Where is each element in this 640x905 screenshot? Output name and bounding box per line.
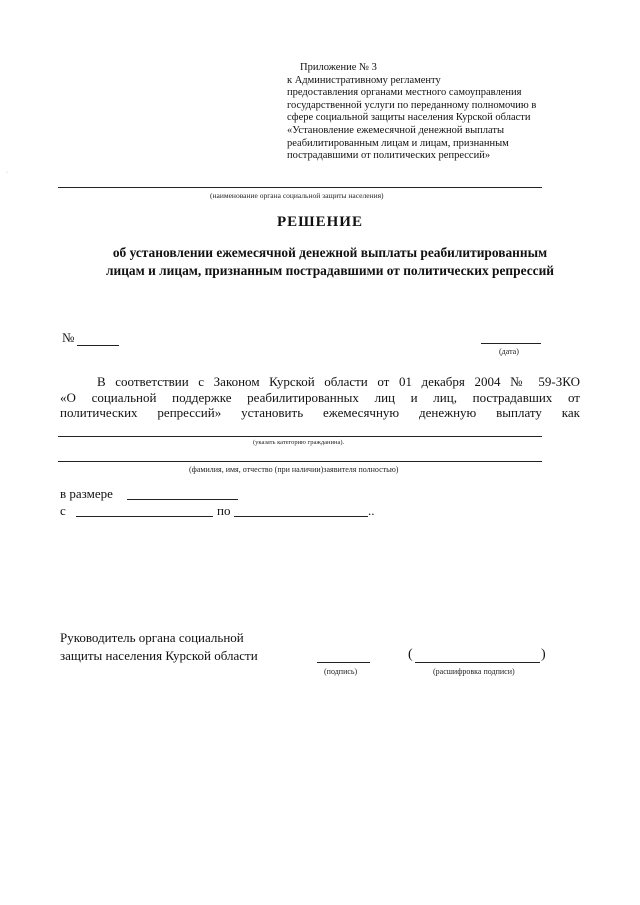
end-date-field[interactable] bbox=[234, 516, 368, 517]
signature-decoding-field[interactable] bbox=[415, 662, 540, 663]
subtitle-line: об установлении ежемесячной денежной выплаты реабилитированным bbox=[112, 245, 548, 260]
date-field[interactable] bbox=[481, 343, 541, 344]
signature-field[interactable] bbox=[317, 662, 370, 663]
decision-body bbox=[60, 374, 580, 421]
number-field[interactable] bbox=[77, 345, 119, 346]
applicant-caption: (фамилия, имя, отчество (при наличии)заявителя полностью) bbox=[189, 465, 399, 474]
appendix-title: Приложение № 3 bbox=[300, 62, 377, 73]
appendix-line: предоставления органами местного самоуправления bbox=[287, 87, 522, 99]
org-name-caption: (наименование органа социальной защиты населения) bbox=[210, 191, 384, 200]
body-line: «О социальной поддержке реабилитированных лиц и лиц, пострадавших от bbox=[60, 389, 580, 405]
amount-label: в размере bbox=[60, 486, 113, 501]
body-line: В соответствии с Законом Курской области от 01 декабря 2004 № 59-ЗКО bbox=[97, 374, 580, 389]
to-label: по bbox=[217, 503, 231, 518]
appendix-line: сфере социальной защиты населения Курской области bbox=[287, 112, 531, 124]
period-end-mark: .. bbox=[368, 503, 375, 518]
appendix-line: к Административному регламенту bbox=[287, 74, 441, 86]
amount-field[interactable] bbox=[127, 499, 238, 500]
category-caption: (указать категорию гражданина). bbox=[253, 439, 345, 446]
signatory-line: защиты населения Курской области bbox=[60, 648, 258, 663]
from-label: с bbox=[60, 503, 66, 518]
appendix-header bbox=[287, 62, 587, 163]
decoding-caption: (расшифровка подписи) bbox=[433, 667, 515, 676]
paren-open: ( bbox=[408, 647, 413, 662]
margin-mark: · bbox=[6, 170, 8, 176]
applicant-name-field[interactable] bbox=[58, 461, 542, 462]
subtitle-line: лицам и лицам, признанным пострадавшими от политических репрессий bbox=[105, 263, 555, 278]
appendix-line: реабилитированным лицам и лицам, признанным bbox=[287, 137, 509, 149]
start-date-field[interactable] bbox=[76, 516, 213, 517]
category-field[interactable] bbox=[58, 436, 542, 437]
signatory-line: Руководитель органа социальной bbox=[60, 630, 244, 645]
org-name-field[interactable] bbox=[58, 187, 542, 188]
number-label: № bbox=[62, 330, 75, 345]
appendix-line: государственной услуги по переданному полномочию в bbox=[287, 99, 537, 111]
date-caption: (дата) bbox=[499, 347, 519, 356]
appendix-line: пострадавшими от политических репрессий» bbox=[287, 150, 491, 162]
appendix-line: «Установление ежемесячной денежной выплаты bbox=[287, 124, 505, 136]
signature-caption: (подпись) bbox=[324, 667, 358, 676]
paren-close: ) bbox=[541, 647, 546, 662]
appendix-lines bbox=[287, 75, 587, 163]
body-line: политических репрессий» установить ежемесячную денежную выплату как bbox=[60, 405, 580, 420]
document-subtitle bbox=[60, 244, 600, 280]
document-title: РЕШЕНИЕ bbox=[277, 214, 363, 230]
